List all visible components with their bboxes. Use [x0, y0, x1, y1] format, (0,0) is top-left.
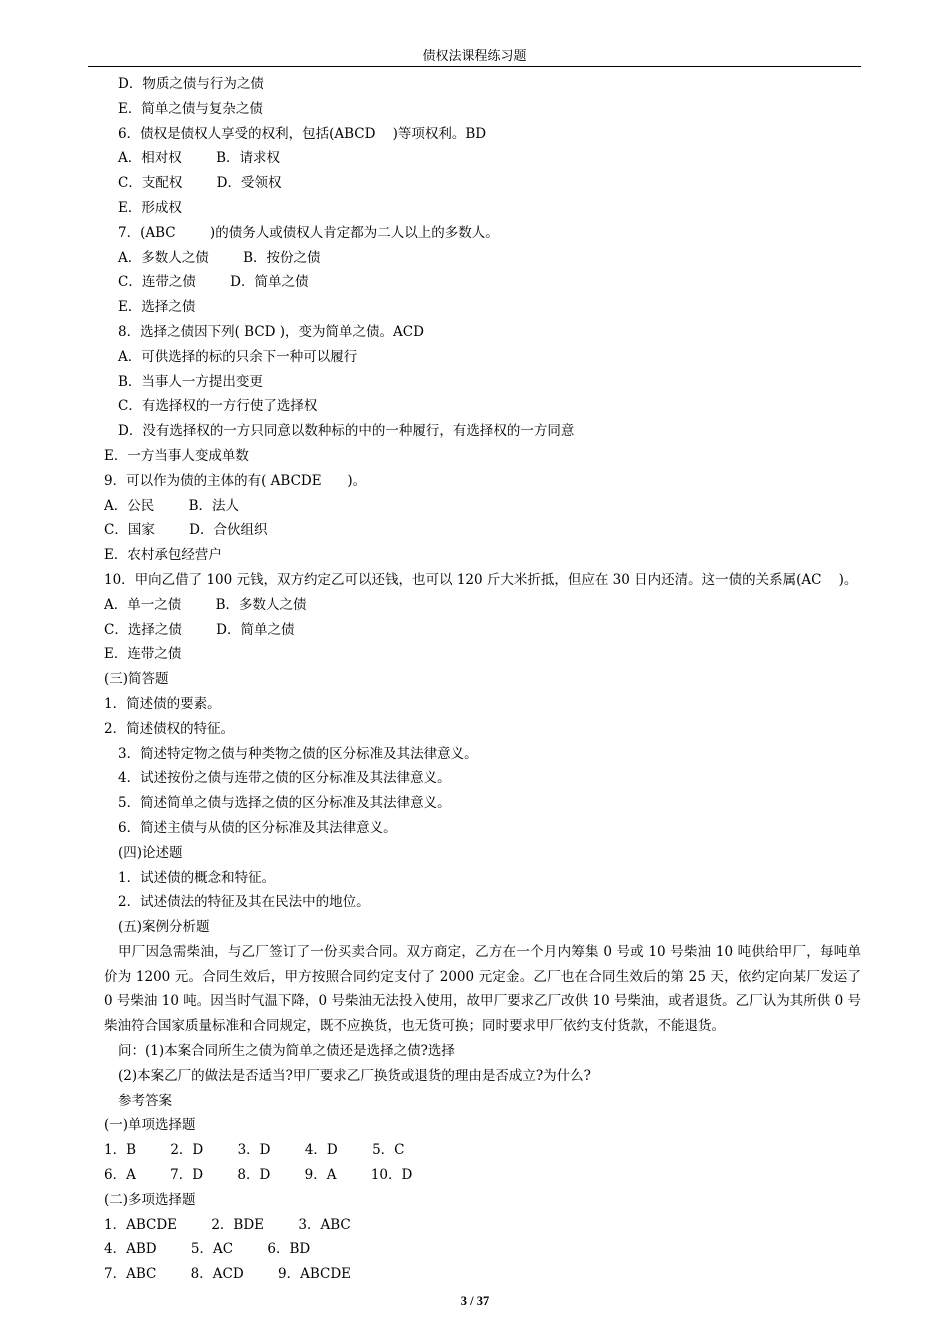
case-question-1: 问：(1)本案合同所生之债为简单之债还是选择之债?选择	[118, 1043, 455, 1060]
text-line: 5．简述简单之债与选择之债的区分标准及其法律意义。	[118, 795, 451, 812]
text-line: C．国家 D．合伙组织	[104, 522, 268, 539]
text-line: D．没有选择权的一方只同意以数种标的中的一种履行，有选择权的一方同意	[118, 423, 575, 440]
case-question-2: (2)本案乙厂的做法是否适当?甲厂要求乙厂换货或退货的理由是否成立?为什么?	[118, 1067, 591, 1084]
text-line: C．连带之债 D．简单之债	[118, 274, 309, 291]
text-line: 2．简述债权的特征。	[104, 720, 235, 737]
text-line: 9．可以作为债的主体的有( ABCDE )。	[104, 472, 367, 489]
answer-row: 7．ABC 8．ACD 9．ABCDE	[104, 1266, 352, 1283]
text-line: A．单一之债 B．多数人之债	[104, 596, 307, 613]
text-line: E．一方当事人变成单数	[104, 447, 249, 464]
text-line: C．支配权 D．受领权	[118, 175, 282, 192]
section-heading: (二)多项选择题	[104, 1191, 196, 1208]
answer-row: 4．ABD 5．AC 6．BD	[104, 1241, 311, 1258]
section-heading: (一)单项选择题	[104, 1117, 196, 1134]
text-line: B．当事人一方提出变更	[118, 373, 263, 390]
text-line: C．选择之债 D．简单之债	[104, 621, 295, 638]
page-number: 3 / 37	[460, 1294, 490, 1308]
text-line: C．有选择权的一方行使了选择权	[118, 398, 318, 415]
text-line: A．相对权 B．请求权	[118, 150, 280, 167]
text-line: A．多数人之债 B．按份之债	[118, 249, 321, 266]
text-line: E．选择之债	[118, 299, 196, 316]
text-line: D．物质之债与行为之债	[118, 76, 264, 92]
text-line: A．公民 B．法人	[104, 497, 239, 514]
text-line: 8．选择之债因下列( BCD )，变为简单之债。ACD	[118, 323, 424, 340]
text-line: 4．试述按份之债与连带之债的区分标准及其法律意义。	[118, 770, 451, 787]
case-paragraph: 甲厂因急需柴油，与乙厂签订了一份买卖合同。双方商定，乙方在一个月内筹集 0 号或 10 号柴油 10 吨供给甲厂，每吨单价为 1200 元。合同生效后，甲方按照合同约定支付了 2000 元定金。乙厂也在合同生效后的第 25 天，依约定向某厂发运了 0 号柴油 10 吨。因当时气温下降，0 号柴油无法投入使用，故甲厂要求乙厂改供 10 号柴油，或者退货。乙厂认为其所供 0 号柴油符合国家质量标准和合同规定，既不应换货，也无货可换；同时要求甲厂依约支付货款，不能退货。	[104, 943, 861, 1035]
text-line: E．农村承包经营户	[104, 547, 222, 564]
section-heading: (三)简答题	[104, 671, 169, 688]
text-line: 2．试述债法的特征及其在民法中的地位。	[118, 894, 370, 911]
header-rule	[88, 66, 861, 67]
text-line: 1．试述债的概念和特征。	[118, 869, 276, 886]
answers-title: 参考答案	[118, 1092, 172, 1109]
page-content	[104, 72, 866, 1287]
text-line: 6．简述主债与从债的区分标准及其法律意义。	[118, 819, 397, 836]
text-line: 1．简述债的要素。	[104, 695, 221, 712]
answer-row: 1．B 2．D 3．D 4．D 5．C	[104, 1142, 405, 1159]
text-line: 10．甲向乙借了 100 元钱，双方约定乙可以还钱，也可以 120 斤大米折抵，但应在 30 日内还清。这一债的关系属(AC )。	[104, 571, 858, 588]
text-line: 7．(ABC )的债务人或债权人肯定都为二人以上的多数人。	[118, 224, 499, 241]
answer-row: 1．ABCDE 2．BDE 3．ABC	[104, 1216, 351, 1233]
text-line: A．可供选择的标的只余下一种可以履行	[118, 348, 358, 365]
text-line: 6．债权是债权人享受的权利，包括(ABCD )等项权利。BD	[118, 125, 487, 142]
section-heading: (五)案例分析题	[118, 919, 210, 936]
section-heading: (四)论述题	[118, 844, 183, 861]
page-header-title: 债权法课程练习题	[422, 49, 527, 64]
answer-row: 6．A 7．D 8．D 9．A 10．D	[104, 1167, 413, 1184]
text-line: 3．简述特定物之债与种类物之债的区分标准及其法律意义。	[118, 745, 478, 762]
text-line: E．简单之债与复杂之债	[118, 100, 263, 117]
text-line: E．连带之债	[104, 646, 182, 663]
text-line: E．形成权	[118, 199, 182, 216]
